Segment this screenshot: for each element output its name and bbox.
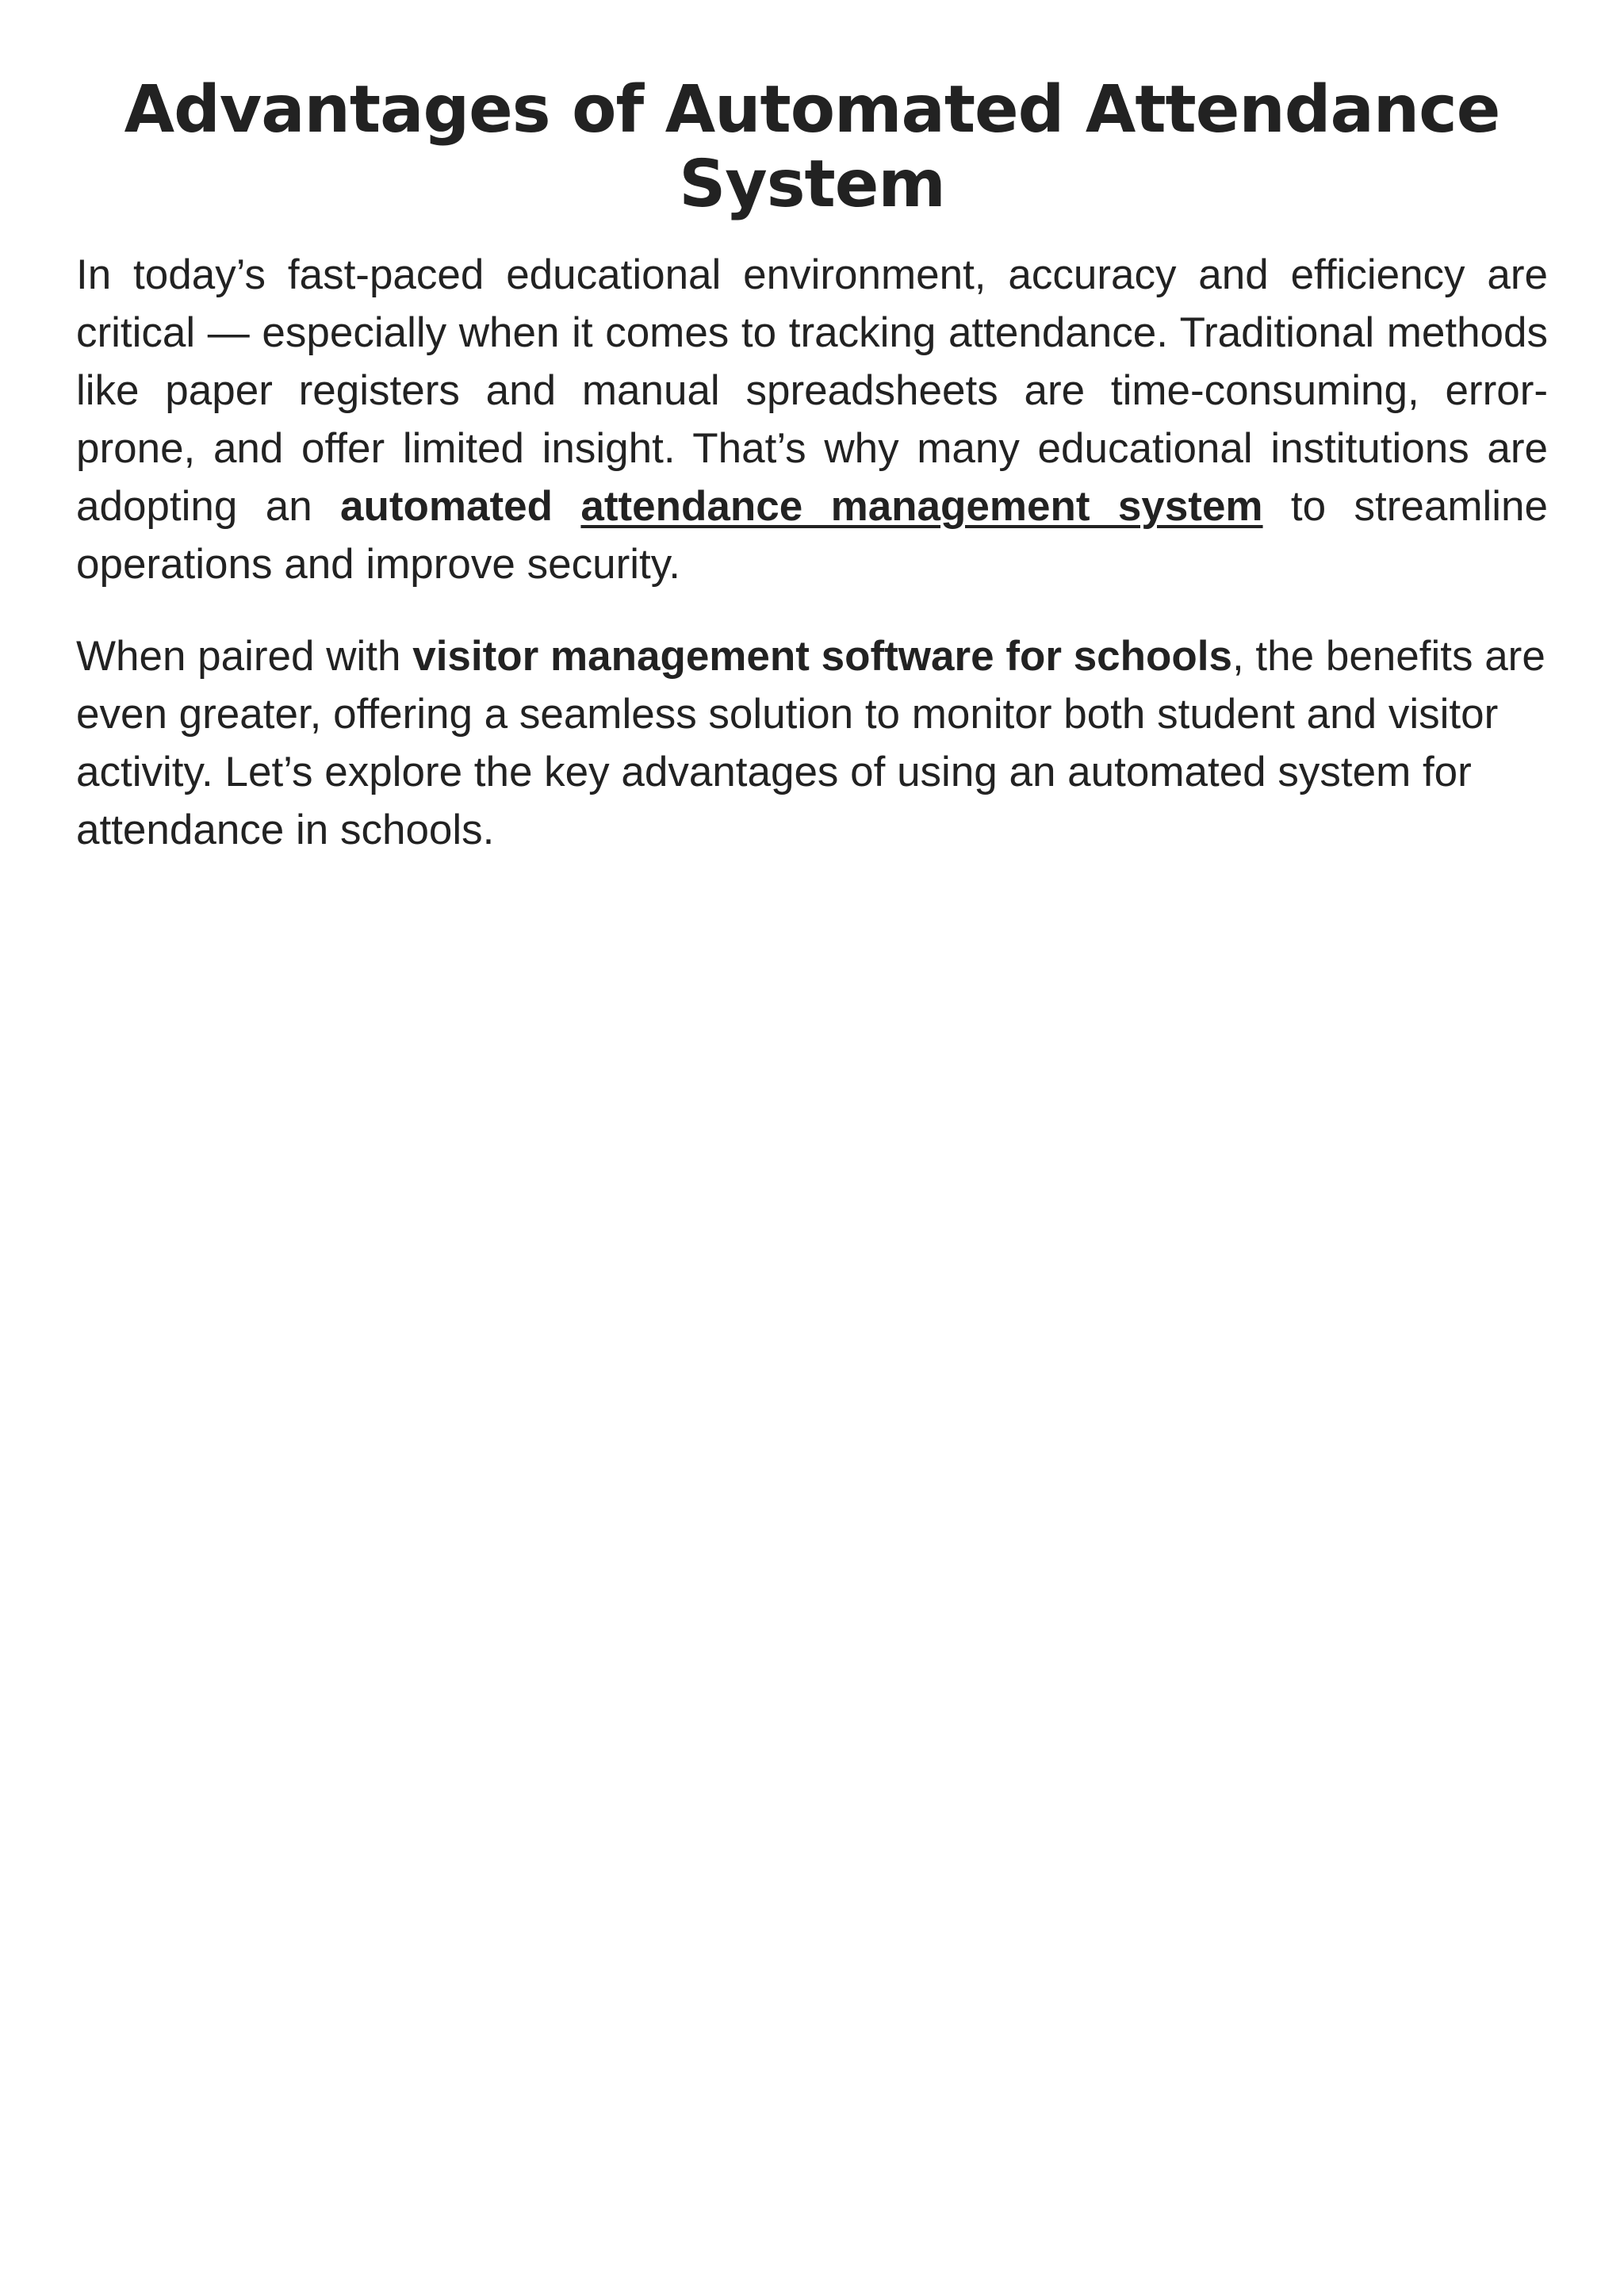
intro-ending-text: to streamline operations and improve security. — [76, 483, 1548, 588]
automated-bold-text: automated — [340, 483, 553, 530]
visitor-ending-text: , the benefits are even greater, offering a seamless solution to monitor both student and visitor activity. Let’s explore the key advantages of using an automated system for attendance in schools. — [76, 633, 1545, 853]
document-body — [76, 246, 1548, 859]
visitor-intro-text: When paired with — [76, 633, 413, 680]
intro-paragraph — [76, 246, 1548, 593]
space-text — [553, 483, 580, 530]
page-title: Advantages of Automated Attendance System — [124, 72, 1500, 223]
attendance-management-system-link[interactable]: attendance management system — [580, 483, 1263, 530]
visitor-software-bold-text: visitor management software for schools — [412, 633, 1232, 680]
visitor-paragraph — [76, 627, 1548, 859]
intro-text: In today’s fast-paced educational environment, accuracy and efficiency are critical — especially when it comes to tracking attendance. Traditional methods like paper registers and manual spreadsheets are time-consuming, error-prone, and offer limited insight. That’s why many educational institutions are adopting an — [76, 251, 1548, 530]
